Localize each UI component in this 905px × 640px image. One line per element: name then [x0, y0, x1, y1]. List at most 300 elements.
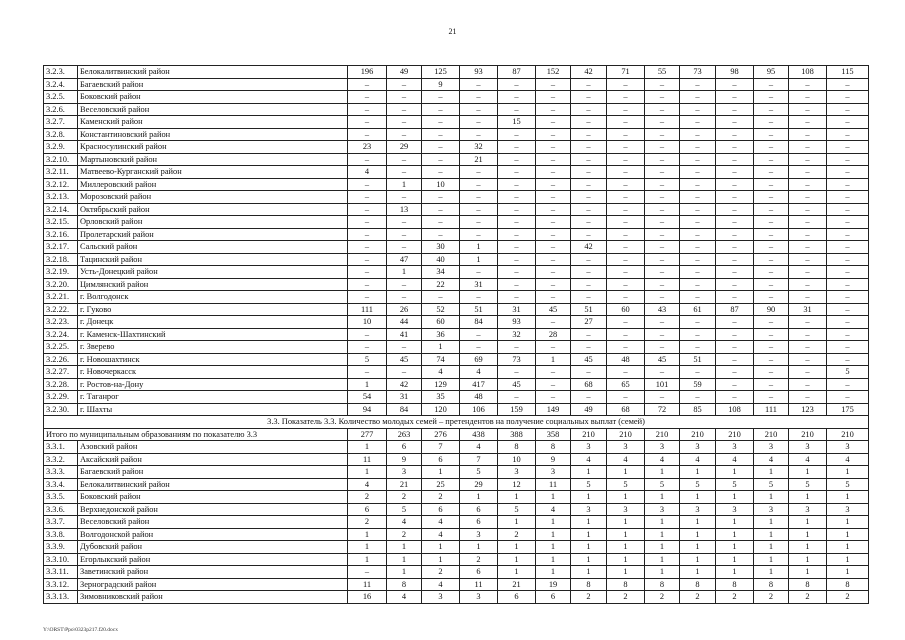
row-value: 90: [754, 303, 789, 316]
row-value: 1: [716, 466, 754, 479]
row-value: –: [716, 291, 754, 304]
row-value: 1: [607, 516, 645, 529]
row-value: 51: [680, 353, 716, 366]
total-value: 277: [348, 428, 387, 441]
row-value: 6: [460, 566, 498, 579]
table-row: [44, 66, 869, 79]
row-value: 32: [498, 328, 536, 341]
row-value: –: [348, 191, 387, 204]
row-value: 68: [571, 378, 607, 391]
row-value: –: [348, 228, 387, 241]
row-value: 6: [536, 591, 571, 604]
row-value: 3: [754, 441, 789, 454]
row-value: –: [789, 278, 827, 291]
row-value: –: [348, 566, 387, 579]
row-value: –: [348, 266, 387, 279]
row-value: –: [607, 203, 645, 216]
table-row: [44, 566, 869, 579]
row-value: 152: [536, 66, 571, 79]
row-value: –: [536, 216, 571, 229]
row-value: 1: [422, 466, 460, 479]
total-value: 210: [827, 428, 869, 441]
row-value: –: [827, 266, 869, 279]
row-value: –: [680, 116, 716, 129]
row-value: 115: [827, 66, 869, 79]
row-value: 4: [827, 453, 869, 466]
row-value: –: [789, 241, 827, 254]
row-value: 4: [422, 516, 460, 529]
row-value: 3: [680, 503, 716, 516]
row-value: –: [754, 328, 789, 341]
row-value: 1: [422, 553, 460, 566]
table-row: [44, 541, 869, 554]
row-name: Волгодонской район: [78, 528, 348, 541]
row-value: –: [680, 91, 716, 104]
row-value: –: [754, 78, 789, 91]
row-value: 2: [387, 528, 422, 541]
row-value: –: [387, 153, 422, 166]
row-name: г. Новошахтинск: [78, 353, 348, 366]
row-value: –: [607, 266, 645, 279]
row-value: 3: [789, 503, 827, 516]
row-value: 45: [536, 303, 571, 316]
row-value: –: [827, 291, 869, 304]
row-value: –: [754, 316, 789, 329]
row-value: –: [716, 103, 754, 116]
row-value: –: [536, 253, 571, 266]
total-value: 210: [645, 428, 680, 441]
row-value: –: [789, 366, 827, 379]
row-value: 95: [754, 66, 789, 79]
row-value: 1: [716, 491, 754, 504]
row-value: –: [716, 216, 754, 229]
row-value: –: [716, 278, 754, 291]
row-value: 1: [789, 541, 827, 554]
row-name: Сальский район: [78, 241, 348, 254]
row-name: Зерноградский район: [78, 578, 348, 591]
row-value: 3: [607, 441, 645, 454]
table-row: [44, 241, 869, 254]
row-value: –: [571, 341, 607, 354]
row-value: –: [645, 103, 680, 116]
row-name: Веселовский район: [78, 516, 348, 529]
page-number: 21: [448, 27, 457, 36]
row-value: 3: [680, 441, 716, 454]
row-value: –: [536, 153, 571, 166]
row-name: Верхнедонской район: [78, 503, 348, 516]
row-code: 3.2.21.: [44, 291, 78, 304]
table-row: [44, 366, 869, 379]
row-value: –: [754, 91, 789, 104]
row-value: –: [422, 166, 460, 179]
row-value: 8: [680, 578, 716, 591]
row-value: –: [827, 391, 869, 404]
row-code: 3.2.5.: [44, 91, 78, 104]
row-value: –: [716, 191, 754, 204]
table-row: [44, 553, 869, 566]
row-value: 61: [680, 303, 716, 316]
row-value: –: [645, 116, 680, 129]
row-value: 45: [645, 353, 680, 366]
total-value: 388: [498, 428, 536, 441]
row-value: –: [645, 78, 680, 91]
row-value: 1: [460, 541, 498, 554]
row-value: 73: [498, 353, 536, 366]
row-value: 2: [645, 591, 680, 604]
table-row: [44, 316, 869, 329]
row-value: 1: [754, 466, 789, 479]
row-value: –: [754, 166, 789, 179]
row-value: –: [387, 128, 422, 141]
row-value: 11: [536, 478, 571, 491]
row-value: 68: [607, 403, 645, 416]
row-value: –: [571, 278, 607, 291]
row-value: –: [460, 78, 498, 91]
row-name: Цимлянский район: [78, 278, 348, 291]
row-value: 3: [716, 503, 754, 516]
row-value: 1: [387, 178, 422, 191]
row-value: –: [645, 266, 680, 279]
file-path-footer: Y:\ORST\Ppo\0323p217.f20.docx: [43, 627, 118, 633]
row-value: 5: [571, 478, 607, 491]
row-value: 108: [716, 403, 754, 416]
row-value: 4: [680, 453, 716, 466]
row-name: Багаевский район: [78, 466, 348, 479]
row-value: –: [460, 291, 498, 304]
row-value: –: [498, 191, 536, 204]
row-value: 5: [789, 478, 827, 491]
row-value: –: [827, 278, 869, 291]
row-value: –: [571, 291, 607, 304]
row-code: 3.3.8.: [44, 528, 78, 541]
row-name: Матвеево-Курганский район: [78, 166, 348, 179]
row-value: 6: [422, 503, 460, 516]
row-code: 3.3.2.: [44, 453, 78, 466]
row-name: г. Донецк: [78, 316, 348, 329]
row-value: –: [387, 78, 422, 91]
row-value: 1: [348, 528, 387, 541]
row-value: 1: [754, 491, 789, 504]
row-value: –: [789, 191, 827, 204]
row-value: 175: [827, 403, 869, 416]
table-row: [44, 253, 869, 266]
row-value: –: [645, 178, 680, 191]
data-table: [43, 65, 869, 604]
row-value: 31: [498, 303, 536, 316]
row-value: –: [827, 341, 869, 354]
row-value: –: [571, 78, 607, 91]
row-value: 1: [645, 553, 680, 566]
row-value: –: [754, 341, 789, 354]
row-value: –: [422, 128, 460, 141]
row-value: –: [571, 128, 607, 141]
row-value: –: [460, 166, 498, 179]
row-value: –: [827, 216, 869, 229]
row-value: –: [536, 366, 571, 379]
row-value: –: [789, 78, 827, 91]
row-code: 3.3.9.: [44, 541, 78, 554]
row-value: –: [680, 228, 716, 241]
row-value: 1: [536, 566, 571, 579]
row-value: –: [680, 203, 716, 216]
row-value: –: [680, 166, 716, 179]
table-row: [44, 453, 869, 466]
total-value: 263: [387, 428, 422, 441]
row-value: 1: [571, 566, 607, 579]
row-value: 3: [789, 441, 827, 454]
row-value: 6: [348, 503, 387, 516]
row-value: –: [422, 153, 460, 166]
row-value: 196: [348, 66, 387, 79]
row-value: 1: [789, 528, 827, 541]
row-value: 1: [387, 266, 422, 279]
row-value: –: [645, 253, 680, 266]
row-name: Октябрьский район: [78, 203, 348, 216]
row-value: –: [716, 241, 754, 254]
row-value: –: [789, 103, 827, 116]
row-value: –: [645, 241, 680, 254]
row-value: –: [571, 191, 607, 204]
row-value: 1: [754, 516, 789, 529]
row-value: 3: [460, 528, 498, 541]
row-value: –: [680, 103, 716, 116]
row-code: 3.2.27.: [44, 366, 78, 379]
row-value: 1: [716, 541, 754, 554]
row-code: 3.2.26.: [44, 353, 78, 366]
row-value: –: [348, 103, 387, 116]
row-value: –: [754, 391, 789, 404]
row-value: 7: [460, 453, 498, 466]
row-value: 2: [422, 566, 460, 579]
row-value: –: [789, 166, 827, 179]
row-value: –: [716, 91, 754, 104]
row-value: 49: [387, 66, 422, 79]
total-row: [44, 428, 869, 441]
row-value: 1: [680, 541, 716, 554]
row-name: Константиновский район: [78, 128, 348, 141]
row-name: Боковский район: [78, 91, 348, 104]
row-value: 26: [387, 303, 422, 316]
row-value: 29: [387, 141, 422, 154]
row-value: 3: [571, 441, 607, 454]
table-row: [44, 228, 869, 241]
row-value: 42: [571, 66, 607, 79]
row-value: –: [460, 128, 498, 141]
table-row: [44, 491, 869, 504]
row-value: –: [422, 203, 460, 216]
row-value: –: [789, 116, 827, 129]
row-value: 6: [498, 591, 536, 604]
row-value: –: [387, 103, 422, 116]
row-value: 1: [536, 553, 571, 566]
row-value: –: [754, 378, 789, 391]
row-value: –: [536, 228, 571, 241]
row-value: 1: [754, 566, 789, 579]
row-value: –: [460, 328, 498, 341]
row-value: 6: [422, 453, 460, 466]
row-value: –: [754, 128, 789, 141]
row-value: 31: [789, 303, 827, 316]
row-value: –: [607, 241, 645, 254]
row-value: 3: [716, 441, 754, 454]
row-name: г. Ростов-на-Дону: [78, 378, 348, 391]
row-value: –: [387, 278, 422, 291]
row-value: 1: [607, 553, 645, 566]
row-value: 1: [827, 553, 869, 566]
row-value: –: [827, 128, 869, 141]
row-value: 65: [607, 378, 645, 391]
row-value: 40: [422, 253, 460, 266]
row-value: –: [536, 91, 571, 104]
row-value: 4: [645, 453, 680, 466]
row-value: 71: [607, 66, 645, 79]
row-value: –: [607, 316, 645, 329]
row-value: –: [422, 141, 460, 154]
row-value: –: [536, 103, 571, 116]
row-name: г. Каменск-Шахтинский: [78, 328, 348, 341]
row-value: –: [460, 216, 498, 229]
row-value: 41: [387, 328, 422, 341]
row-value: –: [387, 116, 422, 129]
row-value: 120: [422, 403, 460, 416]
row-value: 4: [422, 578, 460, 591]
row-value: –: [645, 91, 680, 104]
row-value: 1: [716, 516, 754, 529]
table-row: [44, 391, 869, 404]
row-value: –: [754, 141, 789, 154]
row-value: –: [754, 266, 789, 279]
row-value: 4: [422, 528, 460, 541]
row-value: 55: [645, 66, 680, 79]
row-value: –: [571, 166, 607, 179]
row-value: 16: [348, 591, 387, 604]
row-value: 1: [387, 553, 422, 566]
row-value: 5: [387, 503, 422, 516]
row-code: 3.2.23.: [44, 316, 78, 329]
row-value: 8: [607, 578, 645, 591]
row-value: 31: [387, 391, 422, 404]
row-value: –: [754, 278, 789, 291]
row-value: –: [680, 316, 716, 329]
row-value: 11: [460, 578, 498, 591]
row-name: г. Таганрог: [78, 391, 348, 404]
row-value: –: [348, 253, 387, 266]
row-value: 1: [680, 553, 716, 566]
row-value: 8: [716, 578, 754, 591]
row-value: 1: [460, 491, 498, 504]
row-name: Белокалитвинский район: [78, 66, 348, 79]
row-value: –: [460, 228, 498, 241]
row-value: –: [536, 141, 571, 154]
total-value: 438: [460, 428, 498, 441]
row-value: 108: [789, 66, 827, 79]
row-value: –: [498, 391, 536, 404]
row-value: 49: [571, 403, 607, 416]
row-value: –: [680, 391, 716, 404]
table-row: [44, 153, 869, 166]
row-value: –: [571, 328, 607, 341]
table-row: [44, 103, 869, 116]
row-value: 1: [422, 341, 460, 354]
row-value: –: [498, 266, 536, 279]
row-value: –: [716, 316, 754, 329]
row-value: –: [536, 191, 571, 204]
row-value: 1: [571, 516, 607, 529]
table-row: [44, 303, 869, 316]
row-value: –: [348, 178, 387, 191]
row-code: 3.2.18.: [44, 253, 78, 266]
row-value: 93: [498, 316, 536, 329]
row-value: 85: [680, 403, 716, 416]
row-value: –: [754, 241, 789, 254]
row-value: 2: [571, 591, 607, 604]
row-value: 1: [645, 541, 680, 554]
row-value: –: [536, 391, 571, 404]
row-value: 22: [422, 278, 460, 291]
row-value: –: [422, 91, 460, 104]
table-row: [44, 278, 869, 291]
row-value: 2: [348, 491, 387, 504]
row-value: 4: [754, 453, 789, 466]
table-row: [44, 466, 869, 479]
row-value: –: [348, 216, 387, 229]
row-value: –: [827, 303, 869, 316]
row-value: –: [498, 228, 536, 241]
row-value: –: [827, 378, 869, 391]
row-value: 1: [498, 553, 536, 566]
total-value: 210: [789, 428, 827, 441]
row-value: –: [460, 341, 498, 354]
row-code: 3.2.7.: [44, 116, 78, 129]
row-value: 45: [498, 378, 536, 391]
row-value: –: [571, 216, 607, 229]
row-value: –: [680, 241, 716, 254]
row-value: 1: [571, 491, 607, 504]
row-value: 25: [422, 478, 460, 491]
row-value: –: [827, 328, 869, 341]
row-value: 87: [716, 303, 754, 316]
row-value: 3: [536, 466, 571, 479]
row-value: –: [827, 253, 869, 266]
row-value: 5: [607, 478, 645, 491]
row-value: 1: [645, 516, 680, 529]
row-value: –: [571, 391, 607, 404]
row-name: Боковский район: [78, 491, 348, 504]
row-code: 3.3.7.: [44, 516, 78, 529]
row-value: 1: [536, 516, 571, 529]
row-value: 60: [422, 316, 460, 329]
row-value: –: [827, 141, 869, 154]
row-value: 3: [645, 441, 680, 454]
row-code: 3.2.10.: [44, 153, 78, 166]
table-row: [44, 191, 869, 204]
row-value: –: [645, 341, 680, 354]
row-name: Тацинский район: [78, 253, 348, 266]
row-value: 3: [827, 441, 869, 454]
row-value: 5: [645, 478, 680, 491]
row-value: –: [680, 141, 716, 154]
row-value: –: [536, 116, 571, 129]
row-value: –: [645, 128, 680, 141]
table-row: [44, 178, 869, 191]
row-value: 4: [536, 503, 571, 516]
row-value: 7: [422, 441, 460, 454]
row-value: 94: [348, 403, 387, 416]
row-value: –: [348, 91, 387, 104]
row-value: –: [827, 116, 869, 129]
row-value: –: [645, 366, 680, 379]
row-value: 1: [680, 491, 716, 504]
